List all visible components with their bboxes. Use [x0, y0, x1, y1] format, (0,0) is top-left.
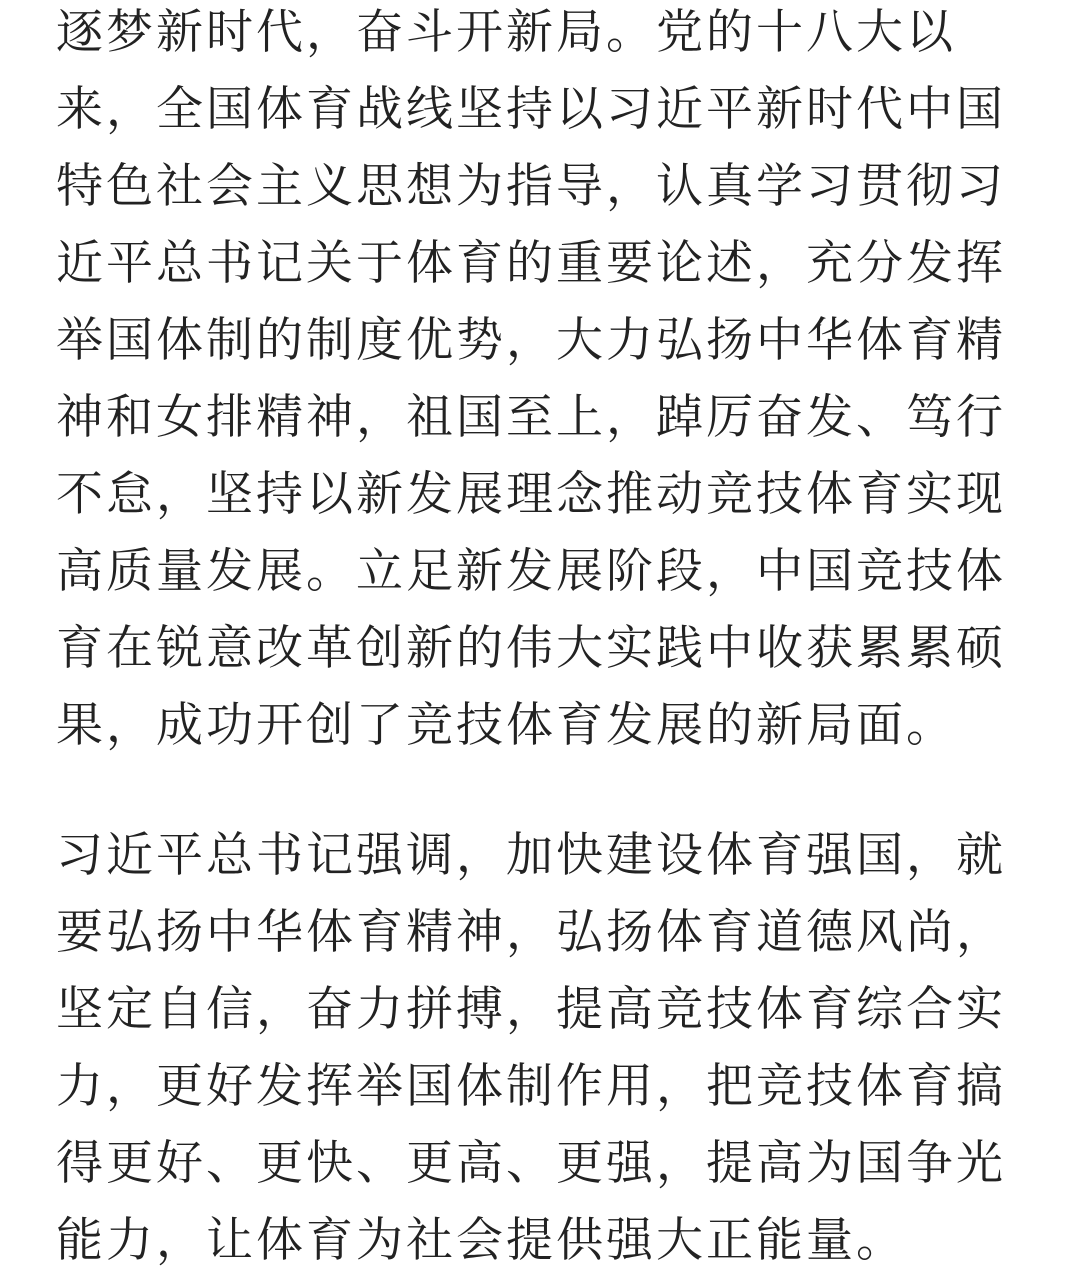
text-line: 能力，让体育为社会提供强大正能量。 [56, 1213, 906, 1268]
text-line: 逐梦新时代，奋斗开新局。党的十八大以 [56, 5, 956, 60]
text-line: 果，成功开创了竞技体育发展的新局面。 [56, 698, 956, 753]
text-line: 习近平总书记强调，加快建设体育强国，就 [56, 828, 1006, 883]
text-line: 举国体制的制度优势，大力弘扬中华体育精 [56, 313, 1006, 368]
text-line: 要弘扬中华体育精神，弘扬体育道德风尚， [56, 905, 1006, 960]
text-line: 近平总书记关于体育的重要论述，充分发挥 [56, 236, 1006, 291]
text-line: 不怠，坚持以新发展理念推动竞技体育实现 [56, 467, 1006, 522]
text-line: 高质量发展。立足新发展阶段，中国竞技体 [56, 544, 1006, 599]
text-line: 坚定自信，奋力拼搏，提高竞技体育综合实 [56, 982, 1006, 1037]
text-line: 来，全国体育战线坚持以习近平新时代中国 [56, 82, 1006, 137]
text-line: 力，更好发挥举国体制作用，把竞技体育搞 [56, 1059, 1006, 1114]
text-line: 得更好、更快、更高、更强，提高为国争光 [56, 1136, 1006, 1191]
text-line: 神和女排精神，祖国至上，踔厉奋发、笃行 [56, 390, 1006, 445]
paragraph-1 [56, 0, 1006, 764]
text-line: 特色社会主义思想为指导，认真学习贯彻习 [56, 159, 1006, 214]
paragraph-2 [56, 817, 1006, 1279]
text-line: 育在锐意改革创新的伟大实践中收获累累硕 [56, 621, 1006, 676]
